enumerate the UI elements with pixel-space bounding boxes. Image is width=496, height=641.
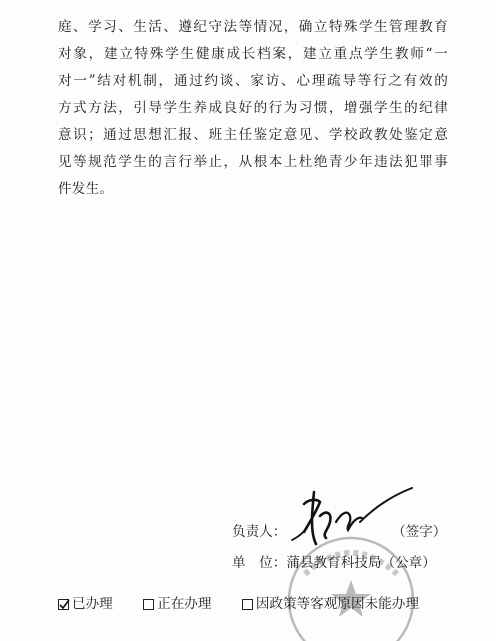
body-line-6: 见等规范学生的言行举止，从根本上杜绝青少年违法犯罪事 [58,154,448,170]
unit-name: 蒲县教育科技局（公章） [286,555,436,571]
status-item-done[interactable] [58,594,113,614]
body-line-3: 对一”结对机制，通过约谈、家访、心理疏导等行之有效的 [58,73,448,89]
status-label-done: 已办理 [72,596,113,612]
responsible-person-row [232,523,447,541]
processing-status-row [58,594,445,616]
body-line-7: 件发生。 [58,181,114,197]
unit-row [232,554,436,572]
unit-label: 单 位： [232,555,287,571]
unchecked-checkbox-icon[interactable] [242,599,253,610]
checked-checkbox-icon[interactable] [58,599,69,610]
unchecked-checkbox-icon[interactable] [143,599,154,610]
status-label-in-progress: 正在办理 [157,596,212,612]
body-line-5: 意识；通过思想汇报、班主任鉴定意见、学校政教处鉴定意 [58,127,448,143]
body-line-2: 对象，建立特殊学生健康成长档案，建立重点学生教师“一 [58,46,448,62]
body-line-4: 方式方法，引导学生养成良好的行为习惯，增强学生的纪律 [58,100,448,116]
body-line-1: 庭、学习、生活、遵纪守法等情况，确立特殊学生管理教育 [58,19,448,35]
status-item-not-possible[interactable] [242,594,419,614]
status-label-not-possible: 因政策等客观原因未能办理 [255,596,419,612]
status-item-in-progress[interactable] [143,594,211,614]
signature-note: （签字） [392,524,447,540]
responsible-label: 负责人： [232,524,287,540]
body-text [58,14,448,203]
handwritten-signature-icon [286,482,416,552]
